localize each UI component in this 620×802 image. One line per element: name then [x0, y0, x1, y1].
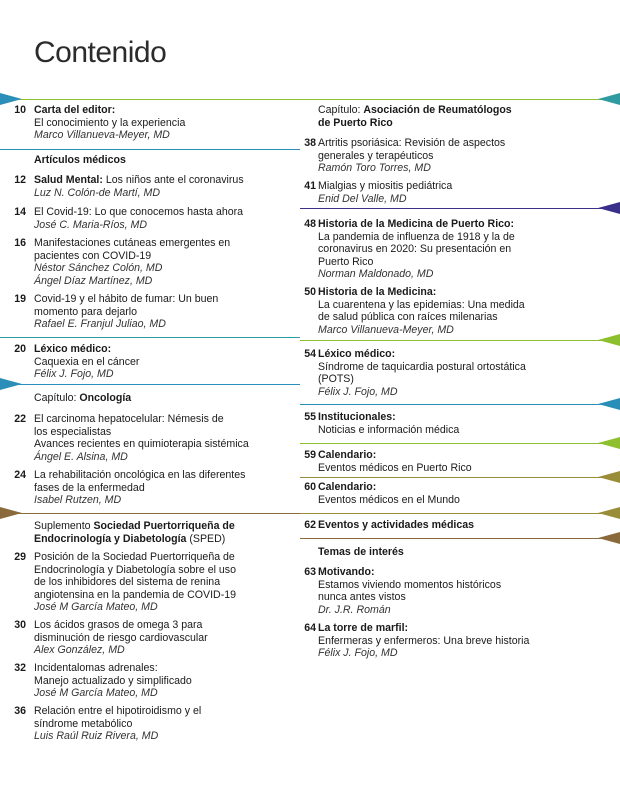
entry-title: La torre de marfil:: [318, 622, 409, 634]
divider: [300, 208, 620, 209]
entry-title: momento para dejarlo: [34, 305, 138, 318]
page-number: 12: [14, 174, 26, 186]
entry-subtitle: Noticias e información médica: [318, 423, 460, 436]
page-number: 59: [304, 449, 316, 461]
entry-title: Léxico médico:: [34, 343, 112, 355]
entry-author: Isabel Rutzen, MD: [34, 494, 122, 507]
page-number: 36: [14, 705, 26, 717]
divider-arrow: [598, 532, 620, 544]
entry-title: angiotensina en la pandemia de COVID-19: [34, 588, 237, 601]
entry-subtitle: La cuarentena y las epidemias: Una medida: [318, 298, 525, 311]
page-number: 30: [14, 619, 26, 631]
chapter-heading-oncology: [34, 392, 131, 405]
entry-author: Norman Maldonado, MD: [318, 268, 434, 281]
page-number: 38: [304, 137, 316, 149]
supplement-suffix: (SPED): [186, 532, 226, 545]
page-number: 48: [304, 218, 316, 230]
entry-author: Félix J. Fojo, MD: [34, 368, 114, 381]
entry-subtitle: nunca antes vistos: [318, 591, 406, 604]
entry-title: Calendario:: [318, 481, 377, 493]
entry-title: Endocrinología y Diabetología sobre el uso: [34, 563, 237, 576]
divider: [0, 99, 300, 100]
divider: [0, 337, 300, 338]
entry-author: José M García Mateo, MD: [34, 601, 158, 614]
entry-subtitle: El conocimiento y la experiencia: [34, 116, 186, 129]
entry-subtitle: Enfermeras y enfermeros: Una breve historia: [318, 634, 530, 647]
section-heading-articles: Artículos médicos: [34, 154, 126, 166]
entry-title: Covid-19 y el hábito de fumar: Un buen: [34, 293, 219, 305]
entry-title: Posición de la Sociedad Puertorriqueña de: [34, 551, 235, 563]
page-number: 24: [14, 469, 26, 481]
entry-title: Historia de la Medicina:: [318, 286, 437, 298]
divider: [300, 340, 620, 341]
chapter-prefix: Capítulo:: [318, 104, 364, 116]
entry-author: José M García Mateo, MD: [34, 687, 158, 700]
entry-subtitle: Caquexia en el cáncer: [34, 355, 140, 368]
divider-arrow: [598, 398, 620, 410]
entry-title: Carta del editor:: [34, 104, 116, 116]
divider-arrow: [598, 507, 620, 519]
page-number: 63: [304, 566, 316, 578]
supplement-name: Endocrinología y Diabetología: [34, 532, 187, 545]
entry-subtitle: Eventos médicos en Puerto Rico: [318, 461, 472, 474]
entry-author: Néstor Sánchez Colón, MD: [34, 262, 163, 275]
page-number: 62: [304, 519, 316, 531]
entry-title: Manifestaciones cutáneas emergentes en: [34, 237, 231, 249]
entry-author: Rafael E. Franjul Juliao, MD: [34, 318, 166, 331]
page-number: 50: [304, 286, 316, 298]
entry-title-rest: Los niños ante el coronavirus: [102, 174, 244, 186]
page-number: 16: [14, 237, 26, 249]
chapter-name: Oncología: [79, 392, 132, 404]
entry-title: Avances recientes en quimioterapia sistémica: [34, 438, 249, 451]
supplement-heading-sped: [34, 520, 296, 545]
entry-author: Ángel Díaz Martínez, MD: [34, 274, 153, 287]
entry-title: Historia de la Medicina de Puerto Rico:: [318, 218, 515, 230]
divider: [0, 149, 300, 150]
entry-title: Artritis psoriásica: Revisión de aspectos: [318, 137, 506, 149]
supplement-name: Sociedad Puertorriqueña de: [93, 520, 235, 532]
page-number: 19: [14, 293, 26, 305]
entry-title: síndrome metabólico: [34, 717, 133, 730]
page-number: 32: [14, 662, 26, 674]
entry-author: Luz N. Colón-de Martí, MD: [34, 186, 160, 199]
page-number: 55: [304, 411, 316, 423]
page-number: 64: [304, 622, 316, 634]
divider: [300, 513, 620, 514]
entry-title: La rehabilitación oncológica en las diferentes: [34, 469, 246, 481]
entry-title: generales y terapéuticos: [318, 149, 434, 162]
page-number: 54: [304, 348, 316, 360]
entry-subtitle: de salud pública con raíces milenarias: [318, 311, 498, 324]
entry-title: Motivando:: [318, 566, 375, 578]
divider-arrow: [598, 93, 620, 105]
divider: [300, 404, 620, 405]
entry-author: Marco Villanueva-Meyer, MD: [318, 323, 454, 336]
entry-title: pacientes con COVID-19: [34, 249, 152, 262]
entry-subtitle: coronavirus en 2020: Su presentación en: [318, 243, 512, 256]
divider: [0, 513, 300, 514]
entry-author: Ángel E. Alsina, MD: [34, 450, 128, 463]
page-number: 29: [14, 551, 26, 563]
entry-title: disminución de riesgo cardiovascular: [34, 631, 208, 644]
entry-subtitle: La pandemia de influenza de 1918 y la de: [318, 230, 515, 243]
divider: [300, 99, 620, 100]
page-number: 41: [304, 180, 316, 192]
entry-author: Marco Villanueva-Meyer, MD: [34, 129, 170, 142]
entry-author: Alex González, MD: [34, 644, 125, 657]
entry-title: fases de la enfermedad: [34, 481, 145, 494]
entry-title: Relación entre el hipotiroidismo y el: [34, 705, 202, 717]
page-number: 60: [304, 481, 316, 493]
entry-subtitle: Puerto Rico: [318, 255, 374, 268]
page-number: 20: [14, 343, 26, 355]
page-title: Contenido: [34, 36, 167, 69]
entry-title: Léxico médico:: [318, 348, 396, 360]
page-number: 14: [14, 206, 26, 218]
divider: [300, 443, 620, 444]
divider-arrow: [0, 378, 22, 390]
entry-author: Enid Del Valle, MD: [318, 192, 407, 205]
section-heading-temas: Temas de interés: [318, 546, 404, 558]
entry-title: El Covid-19: Lo que conocemos hasta ahora: [34, 206, 244, 218]
divider: [300, 538, 620, 539]
entry-subtitle: Eventos médicos en el Mundo: [318, 493, 460, 506]
entry-author: Félix J. Fojo, MD: [318, 647, 398, 660]
page-number: 10: [14, 104, 26, 116]
entry-title: de los inhibidores del sistema de renina: [34, 576, 221, 589]
entry-title: Eventos y actividades médicas: [318, 519, 475, 531]
entry-author: Dr. J.R. Román: [318, 603, 391, 616]
chapter-prefix: Capítulo:: [34, 392, 80, 404]
entry-title: Mialgias y miositis pediátrica: [318, 180, 453, 192]
entry-author: Luis Raúl Ruiz Rivera, MD: [34, 730, 159, 743]
entry-author: José C. Maria-Ríos, MD: [34, 218, 148, 231]
entry-subtitle: (POTS): [318, 373, 354, 386]
page-number: 22: [14, 413, 26, 425]
divider: [0, 384, 300, 385]
entry-title: Manejo actualizado y simplificado: [34, 674, 192, 687]
divider-arrow: [598, 437, 620, 449]
entry-title: Salud Mental:: [34, 174, 103, 186]
entry-subtitle: Estamos viviendo momentos históricos: [318, 578, 502, 591]
divider-arrow: [0, 507, 22, 519]
entry-title: El carcinoma hepatocelular: Némesis de: [34, 413, 224, 425]
entry-title: Los ácidos grasos de omega 3 para: [34, 619, 203, 631]
entry-title: Calendario:: [318, 449, 377, 461]
entry-title: los especialistas: [34, 425, 112, 438]
entry-title: Incidentalomas adrenales:: [34, 662, 158, 674]
entry-subtitle: Síndrome de taquicardia postural ortostática: [318, 360, 526, 373]
divider: [300, 477, 620, 478]
entry-author: Ramón Toro Torres, MD: [318, 162, 431, 175]
chapter-name: de Puerto Rico: [318, 116, 393, 129]
entry-author: Félix J. Fojo, MD: [318, 385, 398, 398]
chapter-name: Asociación de Reumatólogos: [363, 104, 512, 116]
entry-title: Institucionales:: [318, 411, 396, 423]
chapter-heading-reuma: [318, 104, 598, 129]
supplement-prefix: Suplemento: [34, 520, 94, 532]
